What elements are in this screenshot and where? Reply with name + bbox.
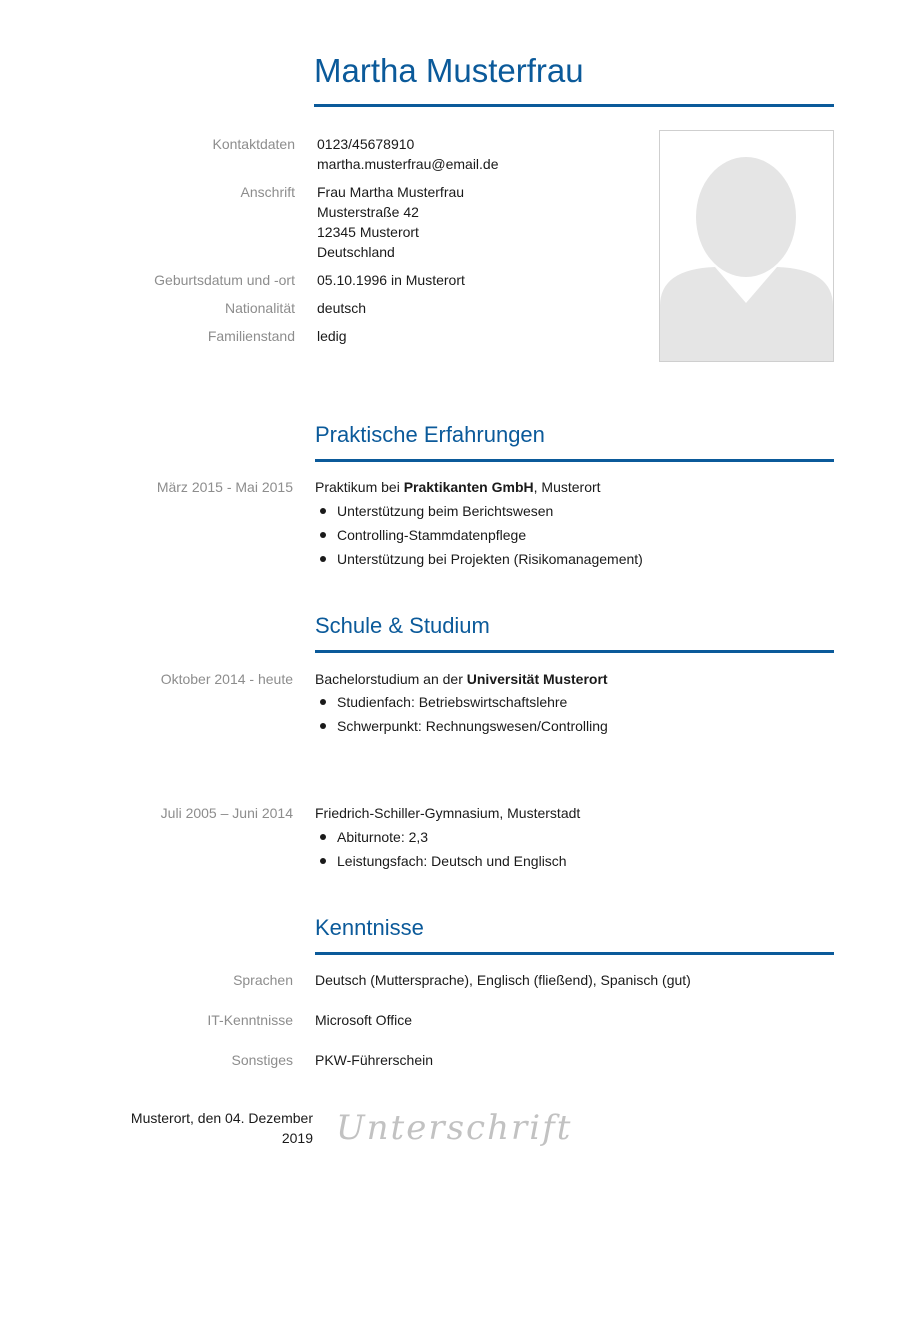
education-date: Juli 2005 – Juni 2014 <box>160 805 293 821</box>
section-title-education: Schule & Studium <box>315 613 490 638</box>
experience-title <box>315 479 601 495</box>
address-line: Frau Martha Musterfrau <box>317 184 465 200</box>
name-rule <box>314 104 834 107</box>
section-title-experience: Praktische Erfahrungen <box>315 422 545 447</box>
experience-prefix: Praktikum bei <box>315 479 404 495</box>
signature-place-date <box>131 1108 313 1148</box>
section-rule <box>315 952 834 955</box>
education-title <box>315 671 608 687</box>
skill-value: Deutsch (Muttersprache), Englisch (fließend), Spanisch (gut) <box>315 972 691 988</box>
birth-label: Geburtsdatum und -ort <box>154 272 295 288</box>
experience-org: Praktikanten GmbH <box>403 479 534 495</box>
list-item: Unterstützung beim Berichtswesen <box>315 499 643 523</box>
signature-place-line: Musterort, den 04. Dezember <box>130 1110 313 1126</box>
signature: Unterschrift <box>336 1108 573 1148</box>
cv-name: Martha Musterfrau <box>314 52 584 89</box>
list-item: Leistungsfach: Deutsch und Englisch <box>315 849 567 873</box>
education-org: Universität Musterort <box>466 671 608 687</box>
list-item: Unterstützung bei Projekten (Risikomanagement) <box>315 547 643 571</box>
list-item: Abiturnote: 2,3 <box>315 825 567 849</box>
skill-label: IT-Kenntnisse <box>207 1012 293 1028</box>
nationality-value: deutsch <box>317 300 367 316</box>
skill-label: Sonstiges <box>231 1052 293 1068</box>
section-rule <box>315 650 834 653</box>
marital-value: ledig <box>317 328 347 344</box>
list-item: Schwerpunkt: Rechnungswesen/Controlling <box>315 714 608 738</box>
address-line: Musterstraße 42 <box>317 204 419 220</box>
skill-label: Sprachen <box>233 972 293 988</box>
section-rule <box>315 459 834 462</box>
experience-date: März 2015 - Mai 2015 <box>156 479 293 495</box>
skill-value: Microsoft Office <box>315 1012 412 1028</box>
profile-photo <box>659 130 834 362</box>
person-silhouette-icon <box>660 131 833 361</box>
list-item: Studienfach: Betriebswirtschaftslehre <box>315 690 608 714</box>
marital-label: Familienstand <box>207 328 295 344</box>
list-item: Controlling-Stammdatenpflege <box>315 523 643 547</box>
birth-value: 05.10.1996 in Musterort <box>317 272 465 288</box>
signature-date-line: 2019 <box>281 1130 313 1146</box>
nationality-label: Nationalität <box>224 300 295 316</box>
education-bullets <box>315 825 567 873</box>
contact-phone: 0123/45678910 <box>317 136 415 152</box>
contact-email: martha.musterfrau@email.de <box>317 156 499 172</box>
education-title: Friedrich-Schiller-Gymnasium, Musterstadt <box>315 805 581 821</box>
section-title-skills: Kenntnisse <box>315 915 424 940</box>
experience-suffix: , Musterort <box>533 479 601 495</box>
address-line: 12345 Musterort <box>317 224 419 240</box>
address-label: Anschrift <box>240 184 295 200</box>
contact-label: Kontaktdaten <box>212 136 295 152</box>
education-date: Oktober 2014 - heute <box>160 671 293 687</box>
skill-value: PKW-Führerschein <box>315 1052 434 1068</box>
education-bullets <box>315 690 608 738</box>
address-line: Deutschland <box>317 244 395 260</box>
experience-bullets <box>315 499 643 571</box>
education-prefix: Bachelorstudium an der <box>315 671 467 687</box>
